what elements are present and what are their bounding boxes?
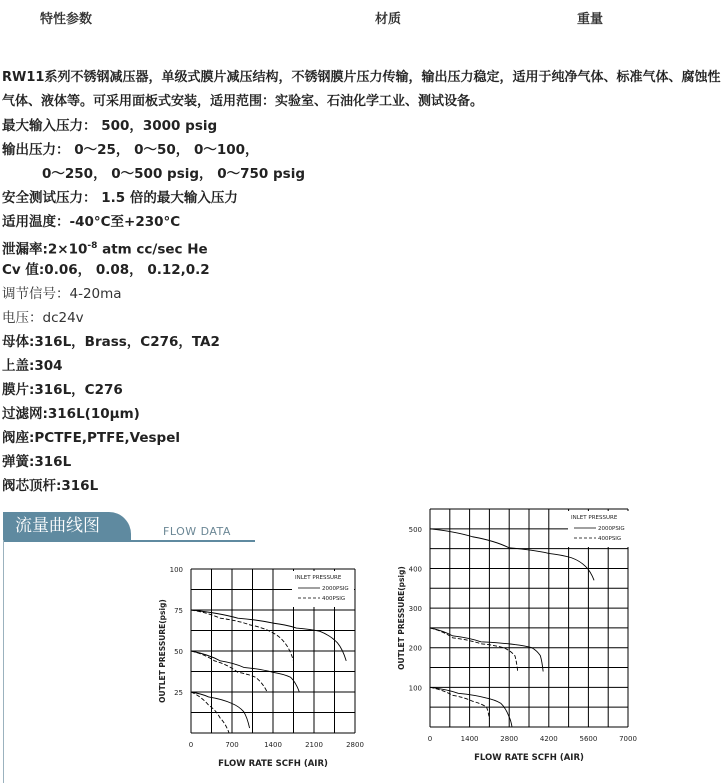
section-border — [3, 540, 4, 783]
spec-body: 母体:316L，Brass，C276，TA2 — [2, 334, 220, 350]
legend-label: 2000PSIG — [322, 586, 349, 592]
legend-title: INLET PRESSURE — [571, 515, 618, 521]
tab-specs[interactable]: 特性参数 — [40, 12, 93, 27]
tab-weight[interactable]: 重量 — [577, 12, 604, 27]
tab-material[interactable]: 材质 — [375, 12, 402, 27]
banner-rule — [3, 540, 255, 542]
x-tick-label: 2800 — [500, 735, 519, 743]
x-tick-label: 700 — [225, 741, 239, 749]
y-tick-label: 50 — [174, 648, 183, 656]
series-line — [430, 628, 518, 672]
x-tick-label: 4200 — [539, 735, 558, 743]
spec-voltage: 电压：dc24v — [2, 310, 84, 326]
spec-diaphragm: 膜片:316L，C276 — [2, 382, 123, 398]
banner-subtitle: FLOW DATA — [163, 525, 231, 538]
spec-cap: 上盖:304 — [2, 358, 63, 374]
y-tick-label: 400 — [408, 565, 422, 574]
spec-leak-rate — [2, 234, 722, 258]
y-tick-label: 75 — [174, 607, 183, 615]
banner-title: 流量曲线图 — [3, 512, 131, 540]
spec-outlet-1: 输出压力： 0～25， 0～50， 0～100， — [2, 142, 259, 158]
y-axis-label: OUTLET PRESSURE(psig) — [397, 566, 406, 670]
y-tick-label: 25 — [174, 689, 183, 697]
x-tick-label: 5600 — [579, 735, 598, 743]
legend-label: 2000PSIG — [598, 526, 625, 532]
y-tick-label: 300 — [408, 605, 422, 614]
leak-prefix: 泄漏率:2×10 — [2, 241, 88, 258]
spec-outlet-2: 0～250， 0～500 psig， 0～750 psig — [42, 166, 305, 182]
x-tick-label: 0 — [427, 735, 433, 743]
y-tick-label: 100 — [169, 566, 183, 574]
y-axis-label: OUTLET PRESSURE(psig) — [158, 599, 167, 703]
x-tick-label: 2800 — [346, 741, 364, 749]
series-line — [191, 692, 250, 728]
flow-chart-large — [385, 505, 645, 775]
spec-list — [2, 66, 722, 498]
legend-label: 400PSIG — [322, 596, 346, 602]
x-tick-label: 7000 — [619, 735, 637, 743]
spec-cv: Cv 值:0.06， 0.08， 0.12,0.2 — [2, 262, 210, 278]
spec-max-inlet: 最大输入压力： 500，3000 psig — [2, 118, 218, 134]
x-tick-label: 2100 — [305, 741, 323, 749]
y-tick-label: 100 — [408, 684, 422, 693]
spec-temperature: 适用温度：-40°C至+230°C — [2, 214, 181, 230]
x-tick-label: 1400 — [264, 741, 282, 749]
leak-suffix: atm cc/sec He — [97, 241, 208, 258]
series-line — [191, 610, 294, 661]
y-tick-label: 200 — [408, 644, 422, 653]
spec-stem: 阀芯顶杆:316L — [2, 478, 99, 494]
product-description: RW11系列不锈钢减压器，单级式膜片减压结构，不锈钢膜片压力传输，输出压力稳定，适用于纯净气体、标准气体、腐蚀性气体、液体等。可采用面板式安装，适用范围：实验室、石油化学工业、测试设备。 — [2, 70, 721, 109]
spec-tabs — [0, 6, 725, 26]
spec-seat: 阀座:PCTFE,PTFE,Vespel — [2, 430, 181, 446]
flow-data-banner — [3, 512, 255, 542]
spec-safety: 安全测试压力： 1.5 倍的最大输入压力 — [2, 190, 238, 206]
series-line — [430, 687, 489, 719]
flow-chart-small — [150, 560, 370, 770]
legend-title: INLET PRESSURE — [295, 575, 342, 581]
leak-exponent: -8 — [87, 241, 98, 251]
x-tick-label: 1400 — [460, 735, 479, 743]
legend-label: 400PSIG — [598, 536, 622, 542]
spec-spring: 弹簧:316L — [2, 454, 72, 470]
spec-signal: 调节信号：4-20ma — [2, 286, 122, 302]
y-tick-label: 500 — [408, 525, 422, 534]
x-axis-label: FLOW RATE SCFH (AIR) — [474, 753, 584, 763]
spec-filter: 过滤网:316L(10μm) — [2, 406, 140, 422]
x-tick-label: 0 — [188, 741, 194, 749]
series-line — [191, 610, 346, 661]
x-axis-label: FLOW RATE SCFH (AIR) — [218, 759, 328, 769]
